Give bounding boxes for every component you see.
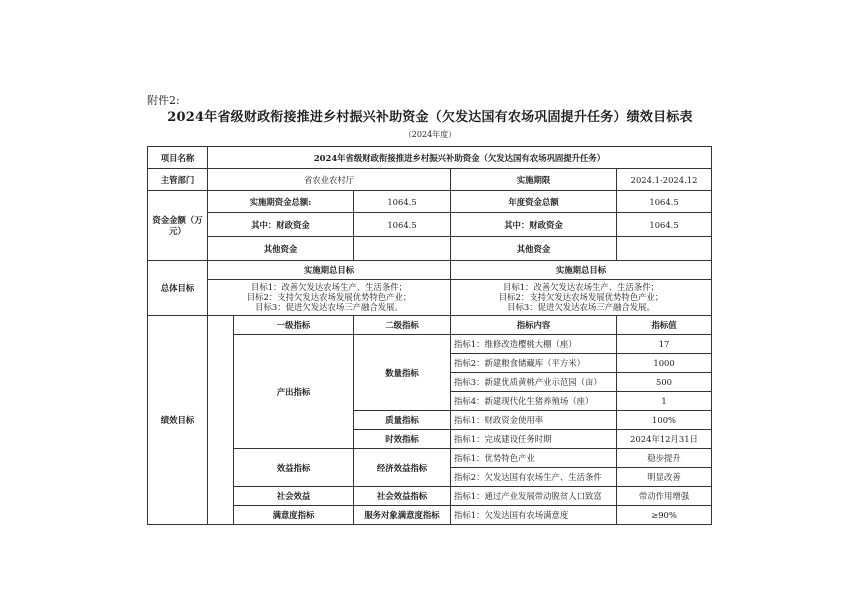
project-label: 项目名称: [148, 147, 208, 169]
department-value: 省农业农村厅: [208, 169, 451, 191]
overall-header-row: [148, 261, 712, 280]
department-row: [148, 169, 712, 191]
funds-other-label-2: 其他资金: [451, 237, 617, 261]
social-indicator-label: 社会效益指标: [354, 487, 451, 506]
indicator-value: 明显改善: [617, 468, 712, 487]
funds-total-value: 1064.5: [354, 191, 451, 213]
quality-indicator-label: 质量指标: [354, 411, 451, 430]
indicator-content: 指标4：新建现代化生猪养殖场（座）: [451, 392, 617, 411]
funds-total-label: 实施期资金总额:: [208, 191, 354, 213]
indicator-value: 带动作用增强: [617, 487, 712, 506]
document-title: 2024年省级财政衔接推进乡村振兴补助资金（欠发达国有农场巩固提升任务）绩效目标表: [167, 110, 693, 125]
overall-left-goals: [208, 280, 451, 316]
header-value: 指标值: [617, 316, 712, 335]
period-label: 实施期限: [451, 169, 617, 191]
social-benefit-label: 社会效益: [234, 487, 354, 506]
economic-indicator-label: 经济效益指标: [354, 449, 451, 487]
indicator-value: 1: [617, 392, 712, 411]
service-satisfaction-label: 服务对象满意度指标: [354, 506, 451, 525]
header-level2: 二级指标: [354, 316, 451, 335]
indicator-value: 稳步提升: [617, 449, 712, 468]
header-content: 指标内容: [451, 316, 617, 335]
funds-other-value: [354, 237, 451, 261]
left-goal-1: 目标1：改善欠发达农场生产、生活条件；: [250, 282, 408, 292]
performance-label: 绩效目标: [148, 316, 208, 525]
funds-annual-value: 1064.5: [617, 191, 712, 213]
performance-header-row: [148, 316, 712, 335]
funds-row-other: [148, 237, 712, 261]
overall-goals-row: [148, 280, 712, 316]
department-label: 主管部门: [148, 169, 208, 191]
overall-label: 总体目标: [148, 261, 208, 316]
indicator-content: 指标1：财政资金使用率: [451, 411, 617, 430]
performance-target-table: [147, 146, 712, 525]
right-goal-1: 目标1：改善欠发达农场生产、生活条件；: [502, 282, 660, 292]
satisfaction-indicator-label: 满意度指标: [234, 506, 354, 525]
indicator-value: ≥90%: [617, 506, 712, 525]
blank-indent-column: [208, 316, 234, 525]
indicator-value: 500: [617, 373, 712, 392]
funds-row-total: [148, 191, 712, 213]
funds-other-label: 其他资金: [208, 237, 354, 261]
project-value: 2024年省级财政衔接推进乡村振兴补助资金（欠发达国有农场巩固提升任务）: [208, 147, 712, 169]
funds-fiscal-value: 1064.5: [354, 213, 451, 237]
indicator-value: 100%: [617, 411, 712, 430]
indicator-content: 指标1：完成建设任务时期: [451, 430, 617, 449]
indicator-value: 2024年12月31日: [617, 430, 712, 449]
left-goal-2: 目标2：支持欠发达农场发展优势特色产业；: [246, 292, 412, 302]
benefit-indicator-label: 效益指标: [234, 449, 354, 487]
indicator-content: 指标1：欠发达国有农场满意度: [451, 506, 617, 525]
indicator-content: 指标3：新建优质黄桃产业示范园（亩）: [451, 373, 617, 392]
overall-right-goals: [451, 280, 712, 316]
quantity-indicator-label: 数量指标: [354, 335, 451, 411]
overall-left-header: 实施期总目标: [208, 261, 451, 280]
indicator-value: 17: [617, 335, 712, 354]
indicator-content: 指标1：优势特色产业: [451, 449, 617, 468]
output-indicator-label: 产出指标: [234, 335, 354, 449]
right-goal-3: 目标3：促进欠发达农场三产融合发展。: [507, 302, 655, 312]
indicator-value: 1000: [617, 354, 712, 373]
attachment-label: 附件2:: [147, 94, 180, 107]
period-value: 2024.1-2024.12: [617, 169, 712, 191]
indicator-content: 指标2：欠发达国有农场生产、生活条件: [451, 468, 617, 487]
funds-fiscal-label: 其中：财政资金: [208, 213, 354, 237]
indicator-content: 指标1：通过产业发展带动脱贫人口致富: [451, 487, 617, 506]
indicator-content: 指标1：维修改造樱桃大棚（座）: [451, 335, 617, 354]
funds-other-value-2: [617, 237, 712, 261]
timeliness-indicator-label: 时效指标: [354, 430, 451, 449]
funds-fiscal-value-2: 1064.5: [617, 213, 712, 237]
funds-row-fiscal: [148, 213, 712, 237]
header-level1: 一级指标: [234, 316, 354, 335]
overall-right-header: 实施期总目标: [451, 261, 712, 280]
funds-fiscal-label-2: 其中：财政资金: [451, 213, 617, 237]
indicator-content: 指标2：新建粮食储藏库（平方米）: [451, 354, 617, 373]
document-subtitle: （2024年度）: [403, 130, 457, 139]
project-row: [148, 147, 712, 169]
funds-annual-label: 年度资金总额: [451, 191, 617, 213]
left-goal-3: 目标3：促进欠发达农场三产融合发展。: [255, 302, 403, 312]
right-goal-2: 目标2：支持欠发达农场发展优势特色产业；: [498, 292, 664, 302]
funds-label: 资金金额（万元）: [148, 191, 208, 261]
